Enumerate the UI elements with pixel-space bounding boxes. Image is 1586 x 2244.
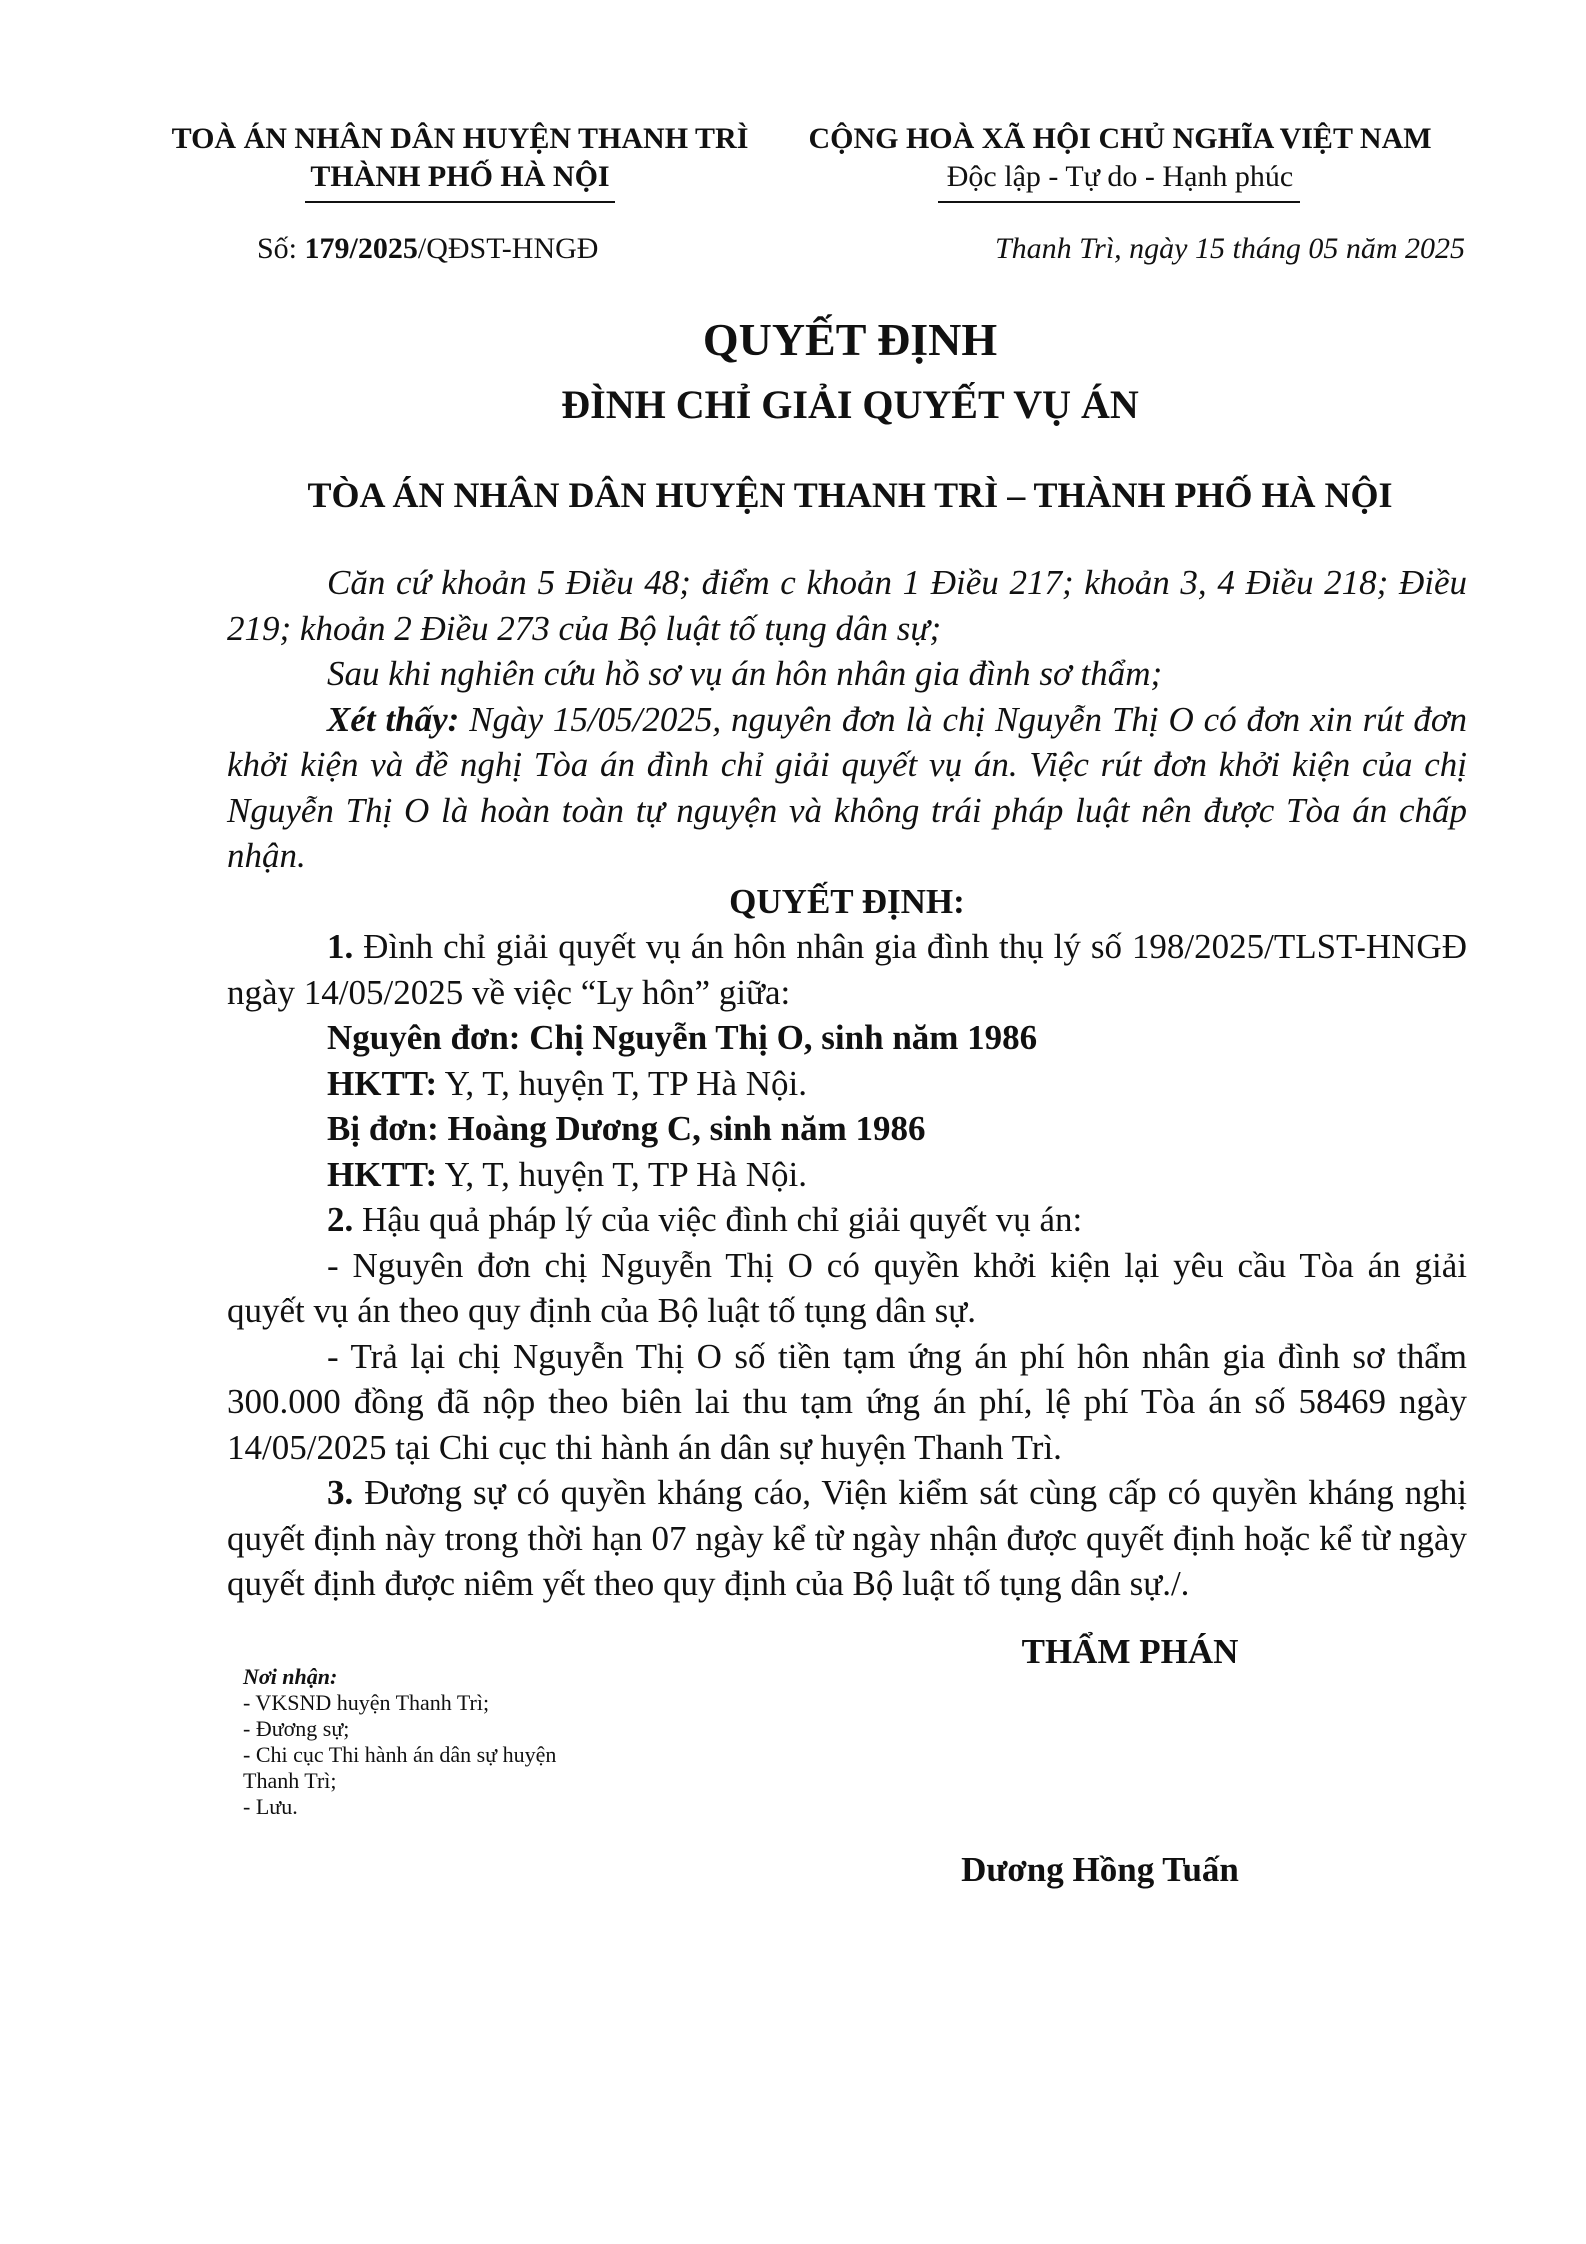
decision-item-2b: - Trả lại chị Nguyễn Thị O số tiền tạm ứng án phí hôn nhân gia đình sơ thẩm 300.000 đồng đã nộp theo biên lai thu tạm ứng án phí, lệ phí Tòa án số 58469 ngày 14/05/2025 tại Chi cục thi hành án dân sự huyện Thanh Trì.: [227, 1336, 1467, 1467]
signature-title: THẨM PHÁN: [1021, 1632, 1239, 1671]
motto-underline: [938, 201, 1300, 203]
document-body: [227, 560, 1467, 1607]
signer-name: Dương Hồng Tuấn: [961, 1850, 1239, 1889]
legal-basis: Căn cứ khoản 5 Điều 48; điểm c khoản 1 Điều 217; khoản 3, 4 Điều 218; Điều 219; khoản 2 Điều 273 của Bộ luật tố tụng dân sự;: [227, 563, 1467, 648]
recipient-item: - Chi cục Thi hành án dân sự huyện: [243, 1742, 557, 1767]
recipient-item: - Lưu.: [243, 1794, 298, 1819]
decision-heading: QUYẾT ĐỊNH:: [729, 881, 965, 921]
decision-item-2: 2. Hậu quả pháp lý của việc đình chỉ giải quyết vụ án:: [327, 1200, 1083, 1239]
national-motto: Độc lập - Tự do - Hạnh phúc: [946, 160, 1294, 193]
page-title: QUYẾT ĐỊNH: [702, 314, 998, 365]
plaintiff-address: HKTT: Y, T, huyện T, TP Hà Nội.: [327, 1063, 807, 1103]
defendant-address: HKTT: Y, T, huyện T, TP Hà Nội.: [327, 1154, 807, 1194]
recipients-heading: Nơi nhận:: [243, 1664, 338, 1689]
court-heading: TÒA ÁN NHÂN DÂN HUYỆN THANH TRÌ – THÀNH PHỐ HÀ NỘI: [307, 475, 1393, 515]
recipients: [243, 1664, 703, 1820]
decision-item-2a: - Nguyên đơn chị Nguyễn Thị O có quyền khởi kiện lại yêu cầu Tòa án giải quyết vụ án theo quy định của Bộ luật tố tụng dân sự.: [227, 1245, 1467, 1330]
court-city: THÀNH PHỐ HÀ NỘI: [310, 160, 610, 193]
national-title: CỘNG HOÀ XÃ HỘI CHỦ NGHĨA VIỆT NAM: [808, 122, 1432, 155]
court-name: TOÀ ÁN NHÂN DÂN HUYỆN THANH TRÌ: [171, 122, 749, 155]
decision-item-3: 3. Đương sự có quyền kháng cáo, Viện kiểm sát cùng cấp có quyền kháng nghị quyết định này trong thời hạn 07 ngày kể từ ngày nhận được quyết định hoặc kể từ ngày quyết định được niêm yết theo quy định của Bộ luật tố tụng dân sự./.: [227, 1473, 1467, 1603]
recipient-item: - Đương sự;: [243, 1716, 350, 1741]
recipient-item: - VKSND huyện Thanh Trì;: [243, 1690, 490, 1715]
place-date: Thanh Trì, ngày 15 tháng 05 năm 2025: [994, 232, 1465, 265]
defendant: Bị đơn: Hoàng Dương C, sinh năm 1986: [327, 1109, 926, 1148]
decision-number: Số: 179/2025/QĐST-HNGĐ: [257, 232, 599, 265]
court-underline: [305, 201, 615, 203]
decision-item-1: 1. Đình chỉ giải quyết vụ án hôn nhân gia đình thụ lý số 198/2025/TLST-HNGĐ ngày 14/05/2025 về việc “Ly hôn” giữa:: [227, 927, 1467, 1012]
plaintiff: Nguyên đơn: Chị Nguyễn Thị O, sinh năm 1986: [327, 1018, 1038, 1057]
recipient-item: Thanh Trì;: [243, 1768, 337, 1793]
finding: Xét thấy: Ngày 15/05/2025, nguyên đơn là chị Nguyễn Thị O có đơn xin rút đơn khởi kiện và đề nghị Tòa án đình chỉ giải quyết vụ án. Việc rút đơn khởi kiện của chị Nguyễn Thị O là hoàn toàn tự nguyện và không trái pháp luật nên được Tòa án chấp nhận.: [227, 699, 1468, 875]
page-subtitle: ĐÌNH CHỈ GIẢI QUYẾT VỤ ÁN: [561, 382, 1139, 427]
review-note: Sau khi nghiên cứu hồ sơ vụ án hôn nhân gia đình sơ thẩm;: [327, 654, 1163, 693]
